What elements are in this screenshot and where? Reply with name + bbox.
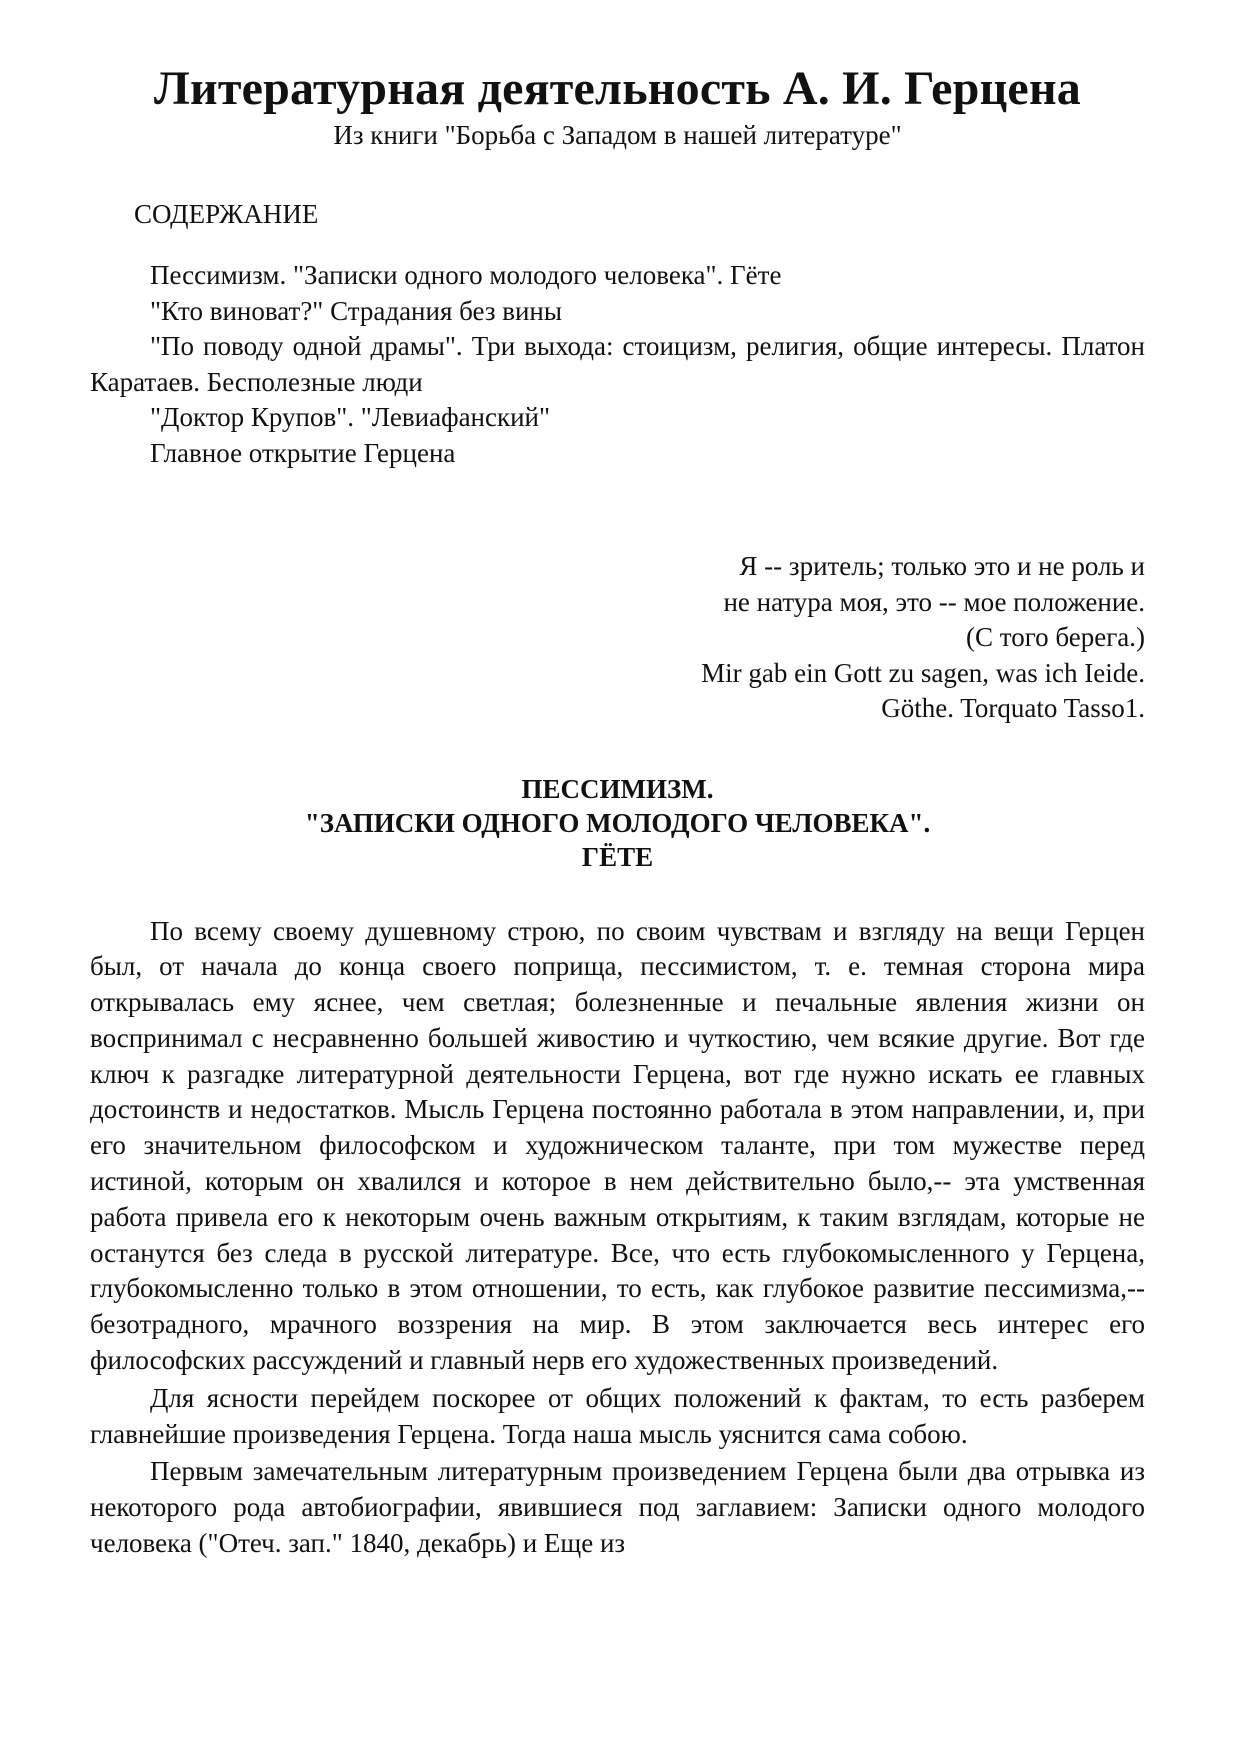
page-subtitle: Из книги "Борьба с Западом в нашей литературе" [333,120,902,150]
paragraph: По всему своему душевному строю, по своим чувствам и взгляду на вещи Герцен был, от начала до конца своего поприща, пессимистом, т. е. темная сторона мира открывалась ему яснее, чем светлая; болезненные и печальные явления жизни он воспринимал с несравненно большей живостию и чуткостию, чем всякие другие. Вот где ключ к разгадке литературной деятельности Герцена, вот где нужно искать ее главных достоинств и недостатков. Мысль Герцена постоянно работала в этом направлении, и, при его значительном философском и художническом таланте, при том мужестве перед истиной, которым он хвалился и которое в нем действительно было,-- эта умственная работа привела его к некоторым очень важным открытиям, к таким взглядам, которые не останутся без следа в русской литературе. Все, что есть глубокомысленного у Герцена, глубокомысленно только в этом отношении, то есть, как глубокое развитие пессимизма,-- безотрадного, мрачного воззрения на мир. В этом заключается весь интерес его философских рассуждений и главный нерв его художественных произведений. [90,915,1145,1376]
section-heading-line: ГЁТЕ [581,841,654,872]
toc-item: "Доктор Крупов". "Левиафанский" [150,402,551,432]
toc-item: "По поводу одной драмы". Три выхода: стоицизм, религия, общие интересы. Платон Каратаев. Бесполезные люди [90,331,1145,397]
toc-heading: СОДЕРЖАНИЕ [134,199,319,229]
epigraph-line: не натура моя, это -- мое положение. [723,586,1145,617]
epigraph [90,549,1145,727]
toc-item: Пессимизм. "Записки одного молодого человека". Гёте [150,260,782,290]
body-text [90,914,1145,1562]
section-heading-line: ПЕССИМИЗМ. [521,773,714,804]
table-of-contents [90,258,1145,471]
epigraph-source: (С того берега.) [966,622,1145,652]
page-title: Литературная деятельность А. И. Герцена [154,62,1081,115]
section-heading-line: "ЗАПИСКИ ОДНОГО МОЛОДОГО ЧЕЛОВЕКА". [304,807,931,838]
epigraph-line: Я -- зритель; только это и не роль и [739,551,1145,581]
toc-item: "Кто виноват?" Страдания без вины [150,295,563,326]
epigraph-line: Mir gab ein Gott zu sagen, was ich Ieide. [701,657,1145,688]
epigraph-source: Göthe. Torquato Tasso1. [881,693,1145,723]
section-heading [90,772,1145,874]
paragraph: Первым замечательным литературным произведением Герцена были два отрывка из некоторого рода автобиографии, явившиеся под заглавием: Записки одного молодого человека ("Отеч. зап." 1840, декабрь) и Еще из [90,1456,1145,1559]
paragraph: Для ясности перейдем поскорее от общих положений к фактам, то есть разберем главнейшие произведения Герцена. Тогда наша мысль уяснится сама собою. [90,1382,1145,1449]
toc-item: Главное открытие Герцена [150,437,456,468]
